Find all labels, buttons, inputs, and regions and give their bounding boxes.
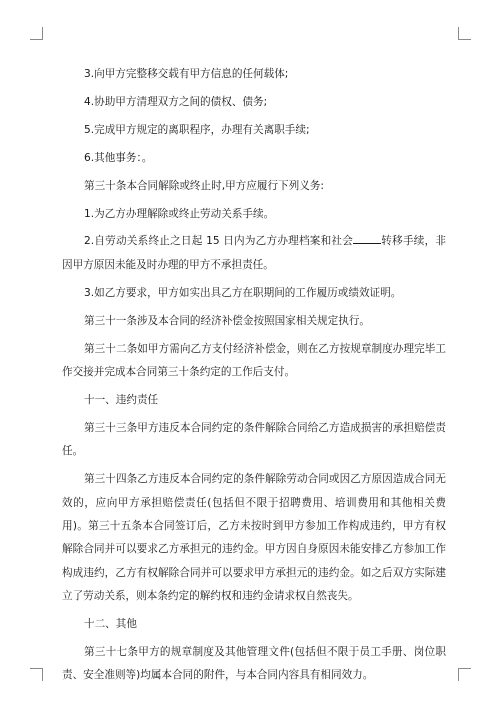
fill-in-blank — [353, 231, 381, 244]
article-heading: 第三十二条如甲方需向乙方支付经济补偿金，则在乙方按规章制度办理完毕工作交接并完成本合同第三十条约定的工作后支付。 — [62, 342, 446, 378]
paragraph-with-blank — [62, 230, 446, 277]
crop-mark-top-left — [30, 27, 43, 40]
article-heading: 第三十条本合同解除或终止时,甲方应履行下列义务: — [84, 179, 324, 192]
crop-mark-bottom-right — [458, 668, 471, 681]
section-heading: 十一、违约责任 — [84, 393, 159, 406]
paragraph-part: 2.自劳动关系终止之日起 15 日内为乙方办理档案和社会 — [84, 235, 354, 248]
article-heading: 第三十七条甲方的规章制度及其他管理文件(包括但不限于员工手册、岗位职责、安全准则等)均属本合同的附件，与本合同内容具有相同效力。 — [62, 645, 446, 682]
paragraph: 3.如乙方要求，甲方如实出具乙方在职期间的工作履历或绩效证明。 — [84, 286, 402, 299]
crop-mark-bottom-left — [30, 668, 43, 681]
crop-mark-top-right — [458, 27, 471, 40]
paragraph: 5.完成甲方规定的离职程序，办理有关离职手续; — [84, 123, 310, 136]
paragraph: 1.为乙方办理解除或终止劳动关系手续。 — [84, 207, 275, 220]
paragraph-part: 转移手续，非因甲方原因未能及时办理的甲方不承担责任。 — [62, 235, 447, 271]
paragraph: 4.协助甲方清理双方之间的债权、债务; — [84, 95, 268, 108]
paragraph: 3.向甲方完整移交载有甲方信息的任何载体; — [84, 68, 289, 80]
paragraph: 6.其他事务：。 — [84, 151, 153, 164]
article-heading: 第三十一条涉及本合同的经济补偿金按照国家相关规定执行。 — [84, 314, 371, 327]
section-heading: 十二、其他 — [84, 618, 137, 631]
article-heading: 第三十三条甲方违反本合同约定的条件解除合同给乙方造成损害的承担赔偿责任。 — [62, 421, 446, 458]
article-heading: 第三十四条乙方违反本合同约定的条件解除劳动合同或因乙方原因造成合同无效的，应向甲方承担赔偿责任(包括但不限于招聘费用、培训费用和其他相关费 用)。第三十五条本合同签订后，乙方未按时到甲方参加工作构成违约，甲方有权解除合同并可以要求乙方承担元的违约金。甲方因自身原因未能安排乙方参加工作 构成违约，乙方有权解除合同并可以要求甲方承担元的违约金。如之后双方实际建立了劳动关系，则本条约定的解约权和违约金请求权自然丧失。 — [62, 473, 446, 603]
document-body — [62, 63, 446, 692]
